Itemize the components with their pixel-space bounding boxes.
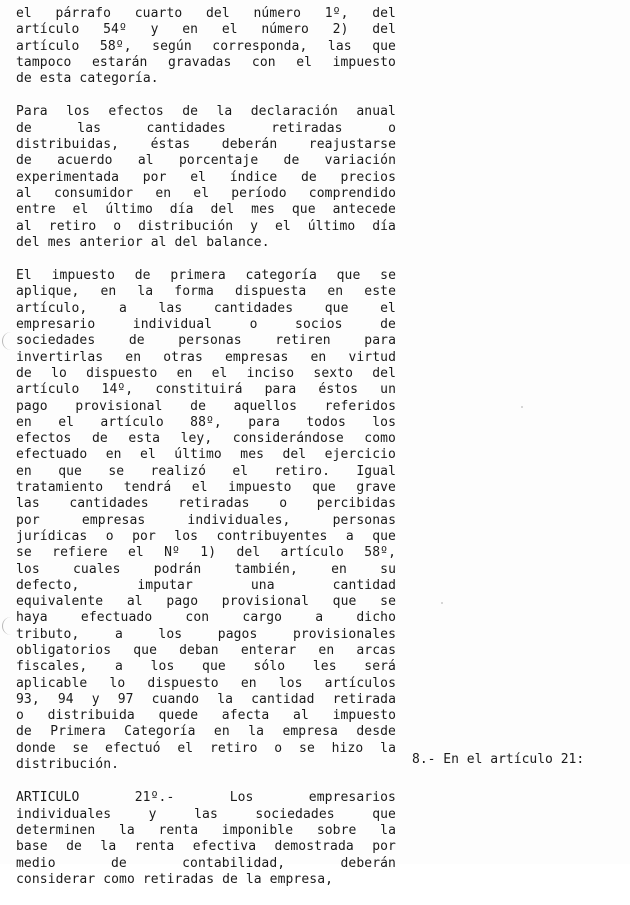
text-line: aplicable lo dispuesto en los artículos bbox=[16, 675, 396, 691]
text-line: los cuales podrán también, en su bbox=[16, 561, 396, 577]
text-line: por empresas individuales, personas bbox=[16, 512, 396, 528]
text-line: en que se realizó el retiro. Igual bbox=[16, 463, 396, 479]
text-line: el párrafo cuarto del número 1º, del bbox=[16, 6, 396, 21]
scan-speck bbox=[441, 602, 443, 604]
text-line: en el artículo 88º, para todos los bbox=[16, 414, 396, 430]
text-line: determinen la renta imponible sobre la bbox=[16, 822, 396, 838]
main-text-column bbox=[16, 6, 396, 905]
text-line: de lo dispuesto en el inciso sexto del bbox=[16, 365, 396, 381]
text-line: medio de contabilidad, deberán bbox=[16, 855, 396, 871]
text-line: ARTICULO 21º.- Los empresarios bbox=[16, 790, 396, 806]
side-note: 8.- En el artículo 21: bbox=[412, 752, 585, 767]
text-line: entre el último día del mes que antecede bbox=[16, 202, 396, 218]
text-line: de Primera Categoría en la empresa desde bbox=[16, 724, 396, 740]
text-line: al consumidor en el período comprendido bbox=[16, 185, 396, 201]
text-line: tratamiento tendrá el impuesto que grave bbox=[16, 480, 396, 496]
text-line: de esta categoría. bbox=[16, 71, 159, 87]
text-line: artículo, a las cantidades que el bbox=[16, 300, 396, 316]
paragraph bbox=[16, 790, 396, 888]
binding-hole-mark bbox=[2, 617, 13, 635]
text-line: empresario individual o socios de bbox=[16, 317, 396, 333]
text-line: distribución. bbox=[16, 757, 120, 773]
text-line: artículo 54º y en el número 2) del bbox=[16, 22, 396, 38]
text-line: defecto, imputar una cantidad bbox=[16, 577, 396, 593]
text-line: haya efectuado con cargo a dicho bbox=[16, 610, 396, 626]
scan-speck bbox=[521, 406, 523, 408]
text-line: de las cantidades retiradas o bbox=[16, 120, 396, 136]
text-line: artículo 58º, según corresponda, las que bbox=[16, 38, 396, 54]
text-line: equivalente al pago provisional que se bbox=[16, 594, 396, 610]
text-line: El impuesto de primera categoría que se bbox=[16, 268, 396, 284]
text-line: efectos de esta ley, considerándose como bbox=[16, 431, 396, 447]
text-line: experimentada por el índice de precios bbox=[16, 169, 396, 185]
text-line: se refiere el Nº 1) del artículo 58º, bbox=[16, 545, 396, 561]
binding-hole-mark bbox=[2, 332, 13, 350]
text-line: efectuado en el último mes del ejercicio bbox=[16, 447, 396, 463]
text-line: 93, 94 y 97 cuando la cantidad retirada bbox=[16, 691, 396, 707]
paragraph bbox=[16, 104, 396, 251]
text-line: aplique, en la forma dispuesta en este bbox=[16, 284, 396, 300]
text-line: considerar como retiradas de la empresa, bbox=[16, 871, 334, 887]
text-line: Para los efectos de la declaración anual bbox=[16, 104, 396, 120]
paragraph bbox=[16, 268, 396, 773]
text-line: fiscales, a los que sólo les será bbox=[16, 659, 396, 675]
text-line: invertirlas en otras empresas en virtud bbox=[16, 349, 396, 365]
text-line: obligatorios que deban enterar en arcas bbox=[16, 642, 396, 658]
text-line: de acuerdo al porcentaje de variación bbox=[16, 153, 396, 169]
text-line: tampoco estarán gravadas con el impuesto bbox=[16, 54, 396, 70]
text-line: las cantidades retiradas o percibidas bbox=[16, 496, 396, 512]
text-line: pago provisional de aquellos referidos bbox=[16, 398, 396, 414]
text-line: base de la renta efectiva demostrada por bbox=[16, 839, 396, 855]
text-line: al retiro o distribución y el último día bbox=[16, 218, 396, 234]
text-line: tributo, a los pagos provisionales bbox=[16, 626, 396, 642]
text-line: donde se efectuó el retiro o se hizo la bbox=[16, 740, 396, 756]
text-line: o distribuida quede afecta al impuesto bbox=[16, 708, 396, 724]
text-line: del mes anterior al del balance. bbox=[16, 234, 270, 250]
paragraph bbox=[16, 6, 396, 87]
text-line: sociedades de personas retiren para bbox=[16, 333, 396, 349]
text-line: artículo 14º, constituirá para éstos un bbox=[16, 382, 396, 398]
text-line: distribuidas, éstas deberán reajustarse bbox=[16, 137, 396, 153]
text-line: individuales y las sociedades que bbox=[16, 806, 396, 822]
text-line: jurídicas o por los contribuyentes a que bbox=[16, 528, 396, 544]
